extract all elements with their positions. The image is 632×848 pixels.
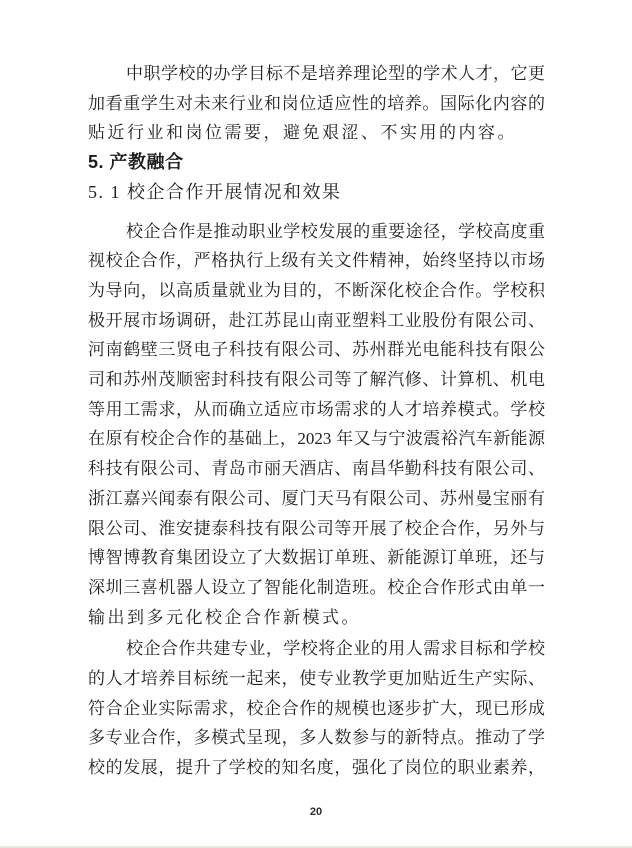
text-line: 符合企业实际需求，校企合作的规模也逐步扩大，现已形成 (88, 698, 545, 718)
text-line: 司和苏州茂顺密封科技有限公司等了解汽修、计算机、机电 (88, 370, 545, 390)
text-line: 限公司、淮安捷泰科技有限公司等开展了校企合作，另外与 (88, 518, 545, 538)
text-line: 等用工需求，从而确立适应市场需求的人才培养模式。学校 (88, 399, 545, 419)
text-line: 中职学校的办学目标不是培养理论型的学术人才，它更 (126, 64, 545, 83)
subsection-heading: 5. 1 校企合作开展情况和效果 (88, 181, 342, 202)
paragraph-joint-majors (88, 634, 545, 783)
text-line: 为导向，以高质量就业为目的，不断深化校企合作。学校积 (88, 280, 545, 300)
text-line: 视校企合作，严格执行上级有关文件精神，始终坚持以市场 (88, 251, 545, 271)
text-line: 博智博教育集团设立了大数据订单班、新能源订单班，还与 (88, 548, 545, 568)
paragraph-intro (88, 59, 545, 148)
text-line: 校企合作是推动职业学校发展的重要途径，学校高度重 (126, 221, 545, 241)
text-line: 在原有校企合作的基础上，2023 年又与宁波震裕汽车新能源 (88, 429, 545, 449)
page-footer (0, 802, 632, 820)
document-body (88, 59, 545, 783)
text-line: 浙江嘉兴闻泰有限公司、厦门天马有限公司、苏州曼宝丽有 (88, 488, 545, 508)
text-line: 贴近行业和岗位需要，避免艰涩、不实用的内容。 (88, 123, 517, 143)
text-line: 输出到多元化校企合作新模式。 (88, 607, 361, 627)
section-heading: 5. 产教融合 (88, 152, 184, 173)
page-number: 20 (309, 806, 323, 818)
text-line: 加看重学生对未来行业和岗位适应性的培养。国际化内容的 (88, 93, 545, 113)
text-line: 校企合作共建专业，学校将企业的用人需求目标和学校 (126, 639, 545, 659)
text-line: 校的发展，提升了学校的知名度，强化了岗位的职业素养， (88, 758, 545, 778)
text-line: 深圳三喜机器人设立了智能化制造班。校企合作形式由单一 (88, 577, 545, 597)
text-line: 极开展市场调研，赴江苏昆山南亚塑料工业股份有限公司、 (88, 310, 545, 330)
paragraph-cooperation-overview (88, 217, 545, 633)
text-line: 科技有限公司、青岛市丽天酒店、南昌华勤科技有限公司、 (88, 459, 545, 479)
text-line: 河南鹤壁三贤电子科技有限公司、苏州群光电能科技有限公 (88, 340, 545, 360)
text-line: 多专业合作，多模式呈现，多人数参与的新特点。推动了学 (88, 728, 545, 748)
text-line: 的人才培养目标统一起来，使专业教学更加贴近生产实际、 (88, 669, 545, 689)
